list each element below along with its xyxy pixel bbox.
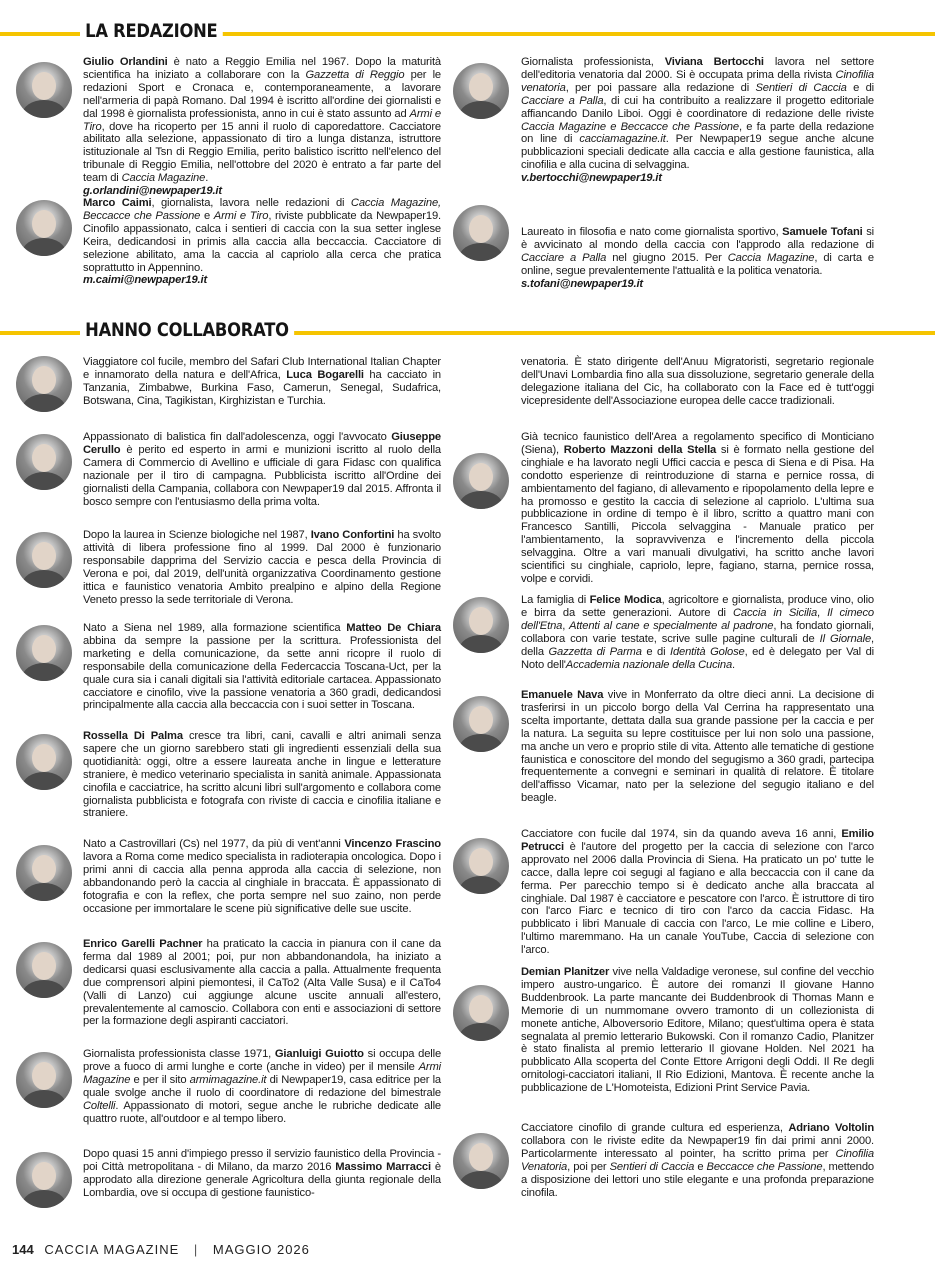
divider <box>0 331 80 335</box>
divider <box>282 331 935 335</box>
bio-marracci <box>83 1148 441 1200</box>
bio-text: Nato a Castrovillari (Cs) nel 1977, da più di vent'anni Vincenzo Frascino lavora a Roma come medico specialista in radioterapia oncologica. Dopo i primi anni di caccia alla penna approda alla caccia di selezione, non abbandonando però la caccia al cinghiale in braccata. È appassionato di fotografia e con la reflex, che porta sempre nel suo zaino, non perde occasione per immortalare le scene più significative delle sue uscite. <box>83 838 441 915</box>
bio-petrucci <box>521 828 874 957</box>
bio-nava <box>521 689 874 805</box>
avatar <box>16 845 72 901</box>
brand-magazine: MAGAZINE <box>103 1242 180 1257</box>
bio-text: Viaggiatore col fucile, membro del Safari Club International Italian Chapter e innamorato della natura e dell'Africa, Luca Bogarelli ha cacciato in Tanzania, Zimbabwe, Burkina Faso, Camerun, Senegal, Sudafrica, Botswana, Cina, Tagikistan, Kirghizistan e Turchia. <box>83 356 441 407</box>
divider <box>0 32 80 36</box>
issue-date: MAGGIO 2026 <box>212 1242 310 1257</box>
avatar <box>16 356 72 412</box>
bio-confortini <box>83 529 441 606</box>
bio-text: Dopo la laurea in Scienze biologiche nel 1987, Ivano Confortini ha svolto attività di libera professione fino al 1999. Dal 2000 è funzionario responsabile dapprima del Servizio caccia e pesca della Provincia di Verona e poi, dal 2019, dell'unità organizzativa Coordinamento gestione ittica e faunistico venatoria Ambito prealpino e alpino della Regione Veneto presso la sede territoriale di Verona. <box>83 529 442 606</box>
bio-text: Nato a Siena nel 1989, alla formazione scientifica Matteo De Chiara abbina da sempre la passione per la scrittura. Professionista del marketing e della comunicazione, da sette anni ricopre il ruolo di responsabile della comunicazione della Federcaccia Toscana-Uct, per la quale cura sia i canali digitali sia l'attività editoriale cartacea. Appassionato cacciatore e cinofilo, vive la passione venatoria a 360 gradi, dedicandosi principalmente alla caccia alla beccaccia con i suoi setter in Toscana. <box>83 622 441 712</box>
bio-modica <box>521 594 874 671</box>
avatar <box>16 625 72 681</box>
avatar <box>16 734 72 790</box>
bio-text: Già tecnico faunistico dell'Area a regolamento specifico di Monticiano (Siena), Roberto Mazzoni della Stella si è formato nella gestione del cinghiale e ha lavorato negli Uffici caccia e pesca di Siena e di Pisa. Ha condotto esperienze di reintroduzione di starna e pernice rossa, di ambientamento del fagiano, di allevamento e ripopolamento della lepre e ha promosso e gestito la caccia di selezione al capriolo. L'ultima sua pubblicazione in ordine di tempo è il libro, scritto a quattro mani con Francesco Santilli, Piccola selvaggina - Manuale pratico per l'ambientamento, la sopravvivenza e l'incremento della piccola selvaggina. Oltre a vari manuali divulgativi, ha scritto anche lavori scientifici su cinghiale, capriolo, lepre, fagiano, starna, pernice rossa, volpe e corvidi. <box>521 431 875 585</box>
section-head-collaborato <box>0 318 935 348</box>
bio-text: Giornalista professionista, Viviana Bertocchi lavora nel settore dell'editoria venatoria dal 2000. Si è occupata prima della rivista Cinofilia venatoria, per poi passare alla redazione di Sentieri di Caccia e di Cacciare a Palla, di cui ha contribuito a realizzare il progetto editoriale affiancando Danilo Liboi. Oggi è coordinatore di redazione delle riviste Caccia Magazine e Beccacce che Passione, e fa parte della redazione on line di cacciamagazine.it. Per Newpaper19 segue anche alcune pubblicazioni speciali dedicate alla caccia e alla gestione faunistica, alla cinofilia e alla cucina di selvaggina. <box>521 56 875 172</box>
avatar <box>453 838 509 894</box>
email-link[interactable]: g.orlandini@newpaper19.it <box>83 185 222 198</box>
section-head-redazione <box>0 19 935 49</box>
bio-guiotto <box>83 1048 441 1125</box>
avatar <box>453 63 509 119</box>
bio-text: Giornalista professionista classe 1971, Gianluigi Guiotto si occupa delle prove a fuoco di armi lunghe e corte (anche in video) per il mensile Armi Magazine e per il sito armimagazine.it di Newpaper19, casa editrice per la quale svolge anche il ruolo di coordinatore di redazione del bimestrale Coltelli. Appassionato di motori, segue anche le rubriche dedicate alle quattro ruote, all'outdoor e al tempo libero. <box>83 1048 442 1125</box>
bio-dechiara <box>83 622 441 712</box>
bio-text: Rossella Di Palma cresce tra libri, cani, cavalli e altri animali senza sapere che un giorno sarebbero stati gli ingredienti essenziali della sua quotidianità: oggi, oltre a essere laureata anche in lingue e letterature straniere, è medico veterinario specialista in sanità animale. Appassionata cinofila e cacciatrice, ha scritto alcuni libri sull'argomento e collabora come giornalista pubblicista e fotografa con riviste di caccia e cinofilia italiane e straniere. <box>83 730 442 820</box>
avatar <box>16 1152 72 1208</box>
bio-text: Marco Caimi, giornalista, lavora nelle redazioni di Caccia Magazine, Beccacce che Passione e Armi e Tiro, riviste pubblicate da Newpaper19. Cinofilo appassionato, calca i sentieri di caccia con la sua setter inglese Keira, dedicandosi in primis alla caccia alla beccaccia. Cacciatore di selezione abilitato, ama la caccia al capriolo alla cerca che pratica soprattutto in Appennino. <box>83 197 441 274</box>
avatar <box>453 1133 509 1189</box>
email-link[interactable]: v.bertocchi@newpaper19.it <box>521 172 662 185</box>
bio-text: Laureato in filosofia e nato come giornalista sportivo, Samuele Tofani si è avvicinato al mondo della caccia con l'approdo alla redazione di Cacciare a Palla nel giugno 2015. Per Caccia Magazine, di carta e online, segue prevalentemente l'attualità e la politica venatoria. <box>521 226 874 277</box>
avatar <box>16 200 72 256</box>
avatar <box>453 985 509 1041</box>
divider <box>214 32 935 36</box>
bio-text: Cacciatore con fucile dal 1974, sin da quando aveva 16 anni, Emilio Petrucci è l'autore del progetto per la caccia di selezione con l'arco approvato nel 2006 dalla Provincia di Siena. Ha praticato un po' tutte le cacce, dalla lepre coi segugi al fagiano e alla beccaccia con il cane da ferma. Per parecchio tempo si è dedicato anche alla braccata al cinghiale. Dal 1987 è cacciatore e pescatore con l'arco. È istruttore di tiro con l'arco Fiarc e tecnico di tiro con l'arco da caccia Fidasc. Ha pubblicato i libri Manuale di caccia con l'arco, Le mie colline e Libero, l'ultimo maremmano. Ha un canale YouTube, Caccia di selezione con l'arco. <box>521 828 874 957</box>
page-footer <box>12 1242 310 1257</box>
avatar <box>16 1052 72 1108</box>
bio-pachner <box>83 938 441 1028</box>
bio-planitzer <box>521 966 874 1095</box>
bio-text: Cacciatore cinofilo di grande cultura ed esperienza, Adriano Voltolin collabora con le riviste edite da Newpaper19 fin dai primi anni 2000. Particolarmente interessato al pointer, ha scritto prima per Cinofilia Venatoria, poi per Sentieri di Caccia e Beccacce che Passione, mettendo a disposizione dei lettori uno stile elegante e una profonda preparazione cinofila. <box>521 1122 875 1199</box>
avatar <box>16 532 72 588</box>
bio-text: Emanuele Nava vive in Monferrato da oltre dieci anni. La decisione di trasferirsi in un piccolo borgo della Val Cerrina ha rappresentato una scelta importante, dettata dalla sua grande passione per la caccia e per la natura. La seguita su lepre costituisce per lui non solo una passione, ma anche un vero e proprio stile di vita. Attento alle tematiche di gestione faunistica e conoscitore del mondo del segugismo a 360 gradi, partecipa frequentemente a convegni e seminari in qualità di relatore. È titolare dell'affisso Vicamar, nato per la selezione del segugio italiano e del beagle. <box>521 689 874 805</box>
bio-text: Demian Planitzer vive nella Valdadige veronese, sul confine del vecchio impero austro-ungarico. È autore dei romanzi Il giovane Hanno Buddenbrook. La parte mancante dei Buddenbrook di Thomas Mann e Memorie di un nummomane ovvero tramonto di un collezionista di monete antiche, Alboversorio Editore, Milano; quest'ultima opera è stata segnalata al premio letterario Bukowski. Con il romanzo Cadio, Planitzer è stato finalista al premio letterario Il giovane Holden. Nel 2021 ha pubblicato Alla scoperta del Conte Ettore Arrigoni degli Oddi. Il Re degli ornitologi-cacciatori italiani, Il Rio Edizioni, Mantova. È recente anche la pubblicazione de L'Homoteista, Edizioni Print Service Pavia. <box>521 966 874 1095</box>
bio-voltolin <box>521 1122 874 1199</box>
bio-marracci-continued <box>521 356 874 408</box>
separator: | <box>193 1242 199 1257</box>
bio-bertocchi <box>521 56 874 185</box>
bio-text: Dopo quasi 15 anni d'impiego presso il servizio faunistico della Provincia - poi Città metropolitana - di Milano, da marzo 2016 Massimo Marracci è approdato alla direzione generale Agricoltura della giunta regionale della Lombardia, ove si occupa di gestione faunistico- <box>83 1148 442 1199</box>
avatar <box>16 434 72 490</box>
bio-caimi <box>83 197 441 287</box>
brand-caccia: CACCIA <box>44 1242 99 1257</box>
bio-frascino <box>83 838 441 915</box>
section-title: LA REDAZIONE <box>80 20 223 42</box>
bio-cerullo <box>83 431 441 508</box>
page-number: 144 <box>12 1242 34 1257</box>
email-link[interactable]: s.tofani@newpaper19.it <box>521 277 643 290</box>
bio-text: La famiglia di Felice Modica, agricoltore e giornalista, produce vino, olio e birra da sette generazioni. Autore di Caccia in Sicilia, Il cimeco dell'Etna, Attenti al cane e specialmente al padrone, ha fondato giornali, collabora con varie testate, scrive sulle pagine culturali de Il Giornale, della Gazzetta di Parma e di Identità Golose, ed è delegato per Val di Noto dell'Accademia nazionale della Cucina. <box>521 594 874 671</box>
avatar <box>453 597 509 653</box>
bio-dipalma <box>83 730 441 820</box>
avatar <box>453 696 509 752</box>
bio-tofani <box>521 226 874 291</box>
bio-orlandini <box>83 56 441 198</box>
bio-text: Enrico Garelli Pachner ha praticato la caccia in pianura con il cane da ferma dal 1989 al 2001; poi, pur non abbandonandola, ha iniziato a dedicarsi quasi esclusivamente alla caccia a palla. Attualmente frequenta due comprensori alpini piemontesi, il CaTo2 (Alta Valle Susa) e il CaTo4 (Valli di Lanzo) cui aggiunge alcune uscite annuali all'estero, prevalentemente al camoscio. Collabora con enti e associazioni di settore per la formazione degli aspiranti cacciatori. <box>83 938 441 1028</box>
avatar <box>453 205 509 261</box>
avatar <box>16 62 72 118</box>
bio-bogarelli <box>83 356 441 408</box>
avatar <box>453 453 509 509</box>
bio-text: venatoria. È stato dirigente dell'Anuu Migratoristi, segretario regionale dell'Unavi Lombardia fino alla sua dissoluzione, segretario generale della delegazione italiana del Cic, ha collaborato con la Face ed è tutt'oggi vicepresidente dell'Associazione europea delle cacce tradizionali. <box>521 356 874 407</box>
avatar <box>16 942 72 998</box>
section-title: HANNO COLLABORATO <box>80 319 294 341</box>
bio-text: Appassionato di balistica fin dall'adolescenza, oggi l'avvocato Giuseppe Cerullo è perito ed esperto in armi e munizioni iscritto al ruolo della Camera di Commercio di Avellino e ufficiale di gara Fidasc con qualifica nazionale per il tiro di campagna. Pubblicista iscritto all'Ordine dei giornalisti della Campania, collabora con Newpaper19 dal 2015. Affronta il bosco sempre con l'entusiasmo della prima volta. <box>83 431 441 508</box>
bio-text: Giulio Orlandini è nato a Reggio Emilia nel 1967. Dopo la maturità scientifica ha iniziato a collaborare con la Gazzetta di Reggio per le redazioni Sport e Cronaca e, contemporaneamente, a lavorare nell'armeria di papà Romano. Dal 1994 è iscritto all'ordine dei giornalisti e dal 1998 è giornalista professionista, anno in cui è stato assunto ad Armi e Tiro, dove ha ricoperto per 15 anni il ruolo di caporedattore. Cacciatore abilitato alla selezione, appassionato di tiro a lunga distanza, istruttore istituzionale al Tsn di Reggio Emilia, perito balistico iscritto nell'elenco del tribunale di Reggio Emilia, nell'ottobre del 2020 è entrato a far parte del team di Caccia Magazine. <box>83 56 442 185</box>
bio-mazzoni <box>521 431 874 586</box>
email-link[interactable]: m.caimi@newpaper19.it <box>83 274 208 287</box>
